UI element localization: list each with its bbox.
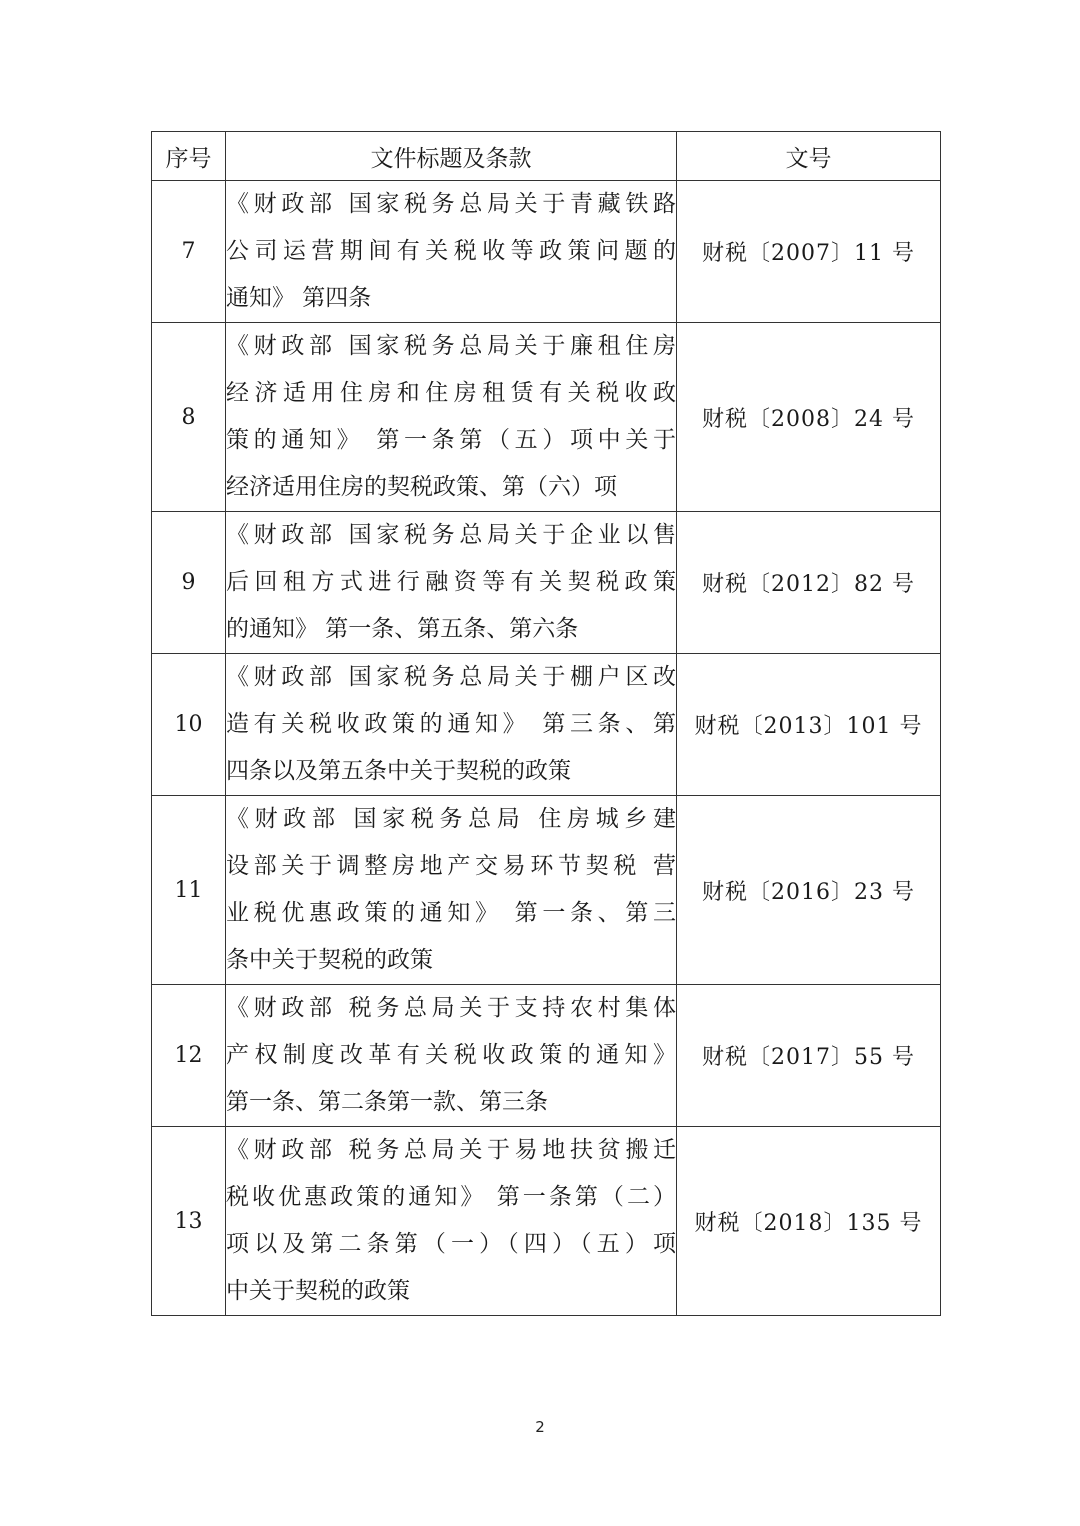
- serial-number-cell: 8: [152, 323, 226, 512]
- document-number-cell: 财税〔2007〕11 号: [677, 181, 941, 323]
- document-title-line: 经济适用住房和住房租赁有关税收政: [226, 380, 676, 406]
- table-row: [152, 796, 941, 985]
- policy-table: [151, 131, 941, 1316]
- serial-number-cell: 13: [152, 1127, 226, 1316]
- document-title-cell: [226, 512, 677, 654]
- document-title-line: 四条以及第五条中关于契税的政策: [226, 758, 571, 784]
- document-title-line: 策的通知》 第一条第（五）项中关于: [226, 427, 676, 453]
- document-title-line: 第一条、第二条第一款、第三条: [226, 1089, 548, 1115]
- table-row: [152, 181, 941, 323]
- document-title-cell: [226, 323, 677, 512]
- document-title-line: 公司运营期间有关税收等政策问题的: [226, 238, 676, 264]
- table-row: [152, 1127, 941, 1316]
- document-number-cell: 财税〔2016〕23 号: [677, 796, 941, 985]
- document-title-line: 中关于契税的政策: [226, 1278, 410, 1304]
- serial-number-cell: 7: [152, 181, 226, 323]
- serial-number-cell: 12: [152, 985, 226, 1127]
- document-title-line: 《财政部 税务总局关于易地扶贫搬迁: [226, 1137, 676, 1163]
- serial-number-cell: 11: [152, 796, 226, 985]
- document-number-cell: 财税〔2012〕82 号: [677, 512, 941, 654]
- table-body: [152, 181, 941, 1316]
- document-title-line: 产权制度改革有关税收政策的通知》: [226, 1042, 676, 1068]
- document-title-line: 《财政部 国家税务总局关于廉租住房: [226, 333, 676, 359]
- table-row: [152, 985, 941, 1127]
- table-row: [152, 323, 941, 512]
- document-title-cell: [226, 796, 677, 985]
- document-title-cell: [226, 654, 677, 796]
- document-title-cell: [226, 181, 677, 323]
- document-number-cell: 财税〔2013〕101 号: [677, 654, 941, 796]
- table-row: [152, 654, 941, 796]
- document-title-line: 项以及第二条第（一）（四）（五）项: [226, 1231, 676, 1257]
- document-title-line: 《财政部 国家税务总局关于青藏铁路: [226, 191, 676, 217]
- header-document-number: 文号: [677, 132, 941, 181]
- document-title-cell: [226, 985, 677, 1127]
- header-serial-number: 序号: [152, 132, 226, 181]
- table-row: [152, 512, 941, 654]
- document-title-line: 税收优惠政策的通知》 第一条第（二）: [226, 1184, 676, 1210]
- document-title-line: 经济适用住房的契税政策、第（六）项: [226, 474, 617, 500]
- document-title-line: 造有关税收政策的通知》 第三条、第: [226, 711, 676, 737]
- table-header-row: [152, 132, 941, 181]
- document-number-cell: 财税〔2008〕24 号: [677, 323, 941, 512]
- document-title-line: 条中关于契税的政策: [226, 947, 433, 973]
- serial-number-cell: 9: [152, 512, 226, 654]
- document-number-cell: 财税〔2017〕55 号: [677, 985, 941, 1127]
- document-title-line: 《财政部 国家税务总局关于棚户区改: [226, 664, 676, 690]
- document-title-line: 《财政部 税务总局关于支持农村集体: [226, 995, 676, 1021]
- document-title-line: 《财政部 国家税务总局关于企业以售: [226, 522, 676, 548]
- document-title-line: 设部关于调整房地产交易环节契税 营: [226, 853, 676, 879]
- document-number-cell: 财税〔2018〕135 号: [677, 1127, 941, 1316]
- document-title-cell: [226, 1127, 677, 1316]
- document-title-line: 通知》 第四条: [226, 285, 372, 311]
- document-title-line: 《财政部 国家税务总局 住房城乡建: [226, 806, 676, 832]
- serial-number-cell: 10: [152, 654, 226, 796]
- header-document-title: 文件标题及条款: [226, 132, 677, 181]
- document-title-line: 后回租方式进行融资等有关契税政策: [226, 569, 676, 595]
- document-title-line: 业税优惠政策的通知》 第一条、第三: [226, 900, 676, 926]
- document-title-line: 的通知》 第一条、第五条、第六条: [226, 616, 579, 642]
- page-number: 2: [535, 1418, 545, 1436]
